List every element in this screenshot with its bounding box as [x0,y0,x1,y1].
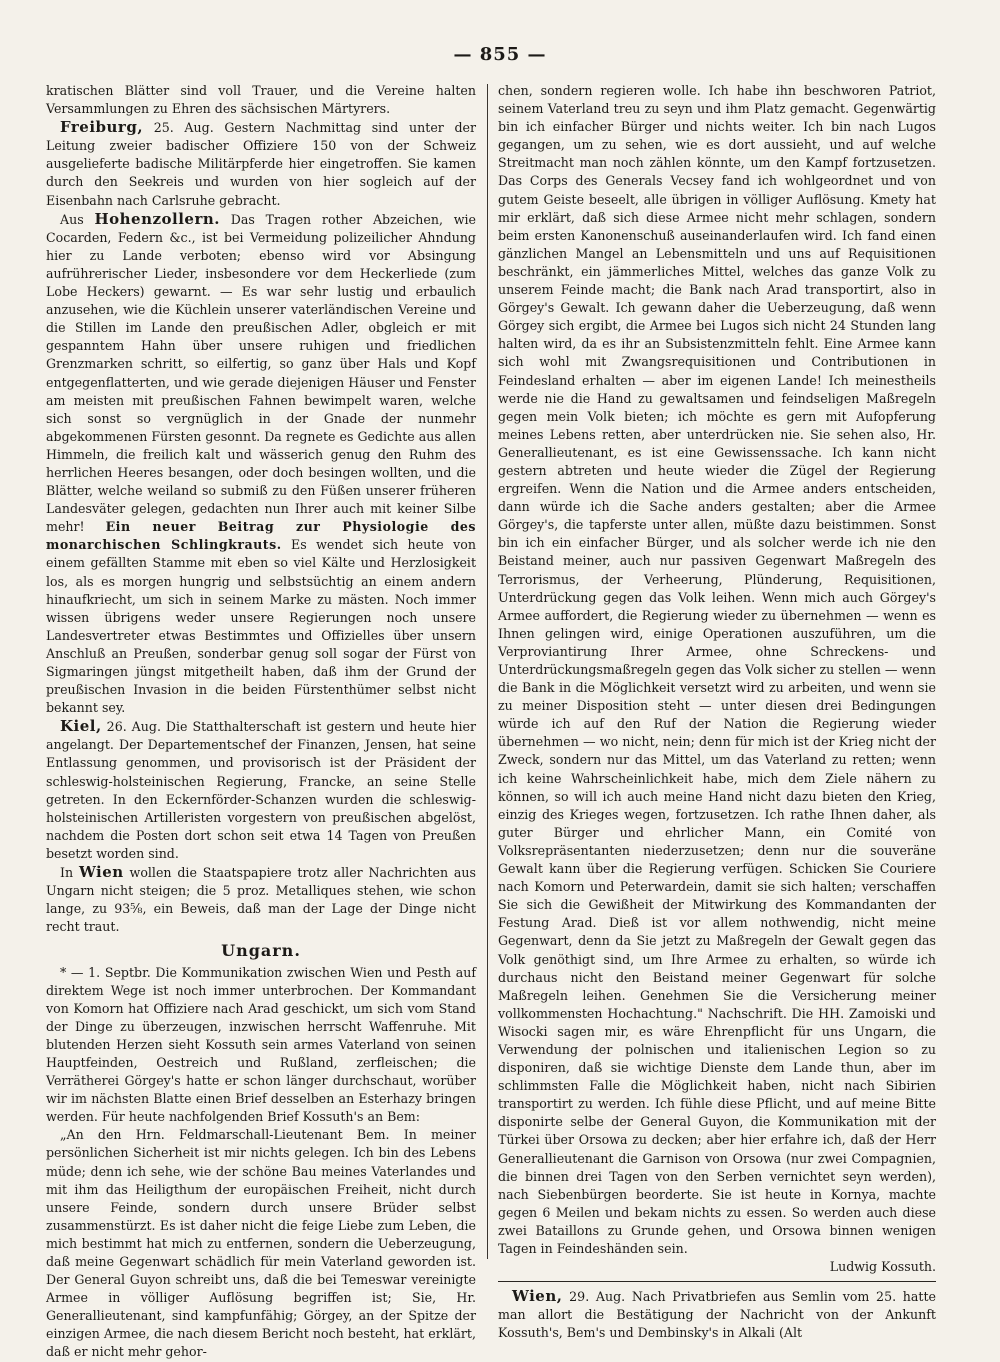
article-text: 29. Aug. Nach Privatbriefen aus Semlin vom 25. hatte man allort die Bestätigung der Nachricht von der Ankunft Kossuth's, Bem's und Dembinsky's in Alkali (Alt [498,1289,936,1341]
letter-continuation: chen, sondern regieren wolle. Ich habe ihn beschworen Patriot, seinem Vaterland treu zu seyn und ihm Platz gemacht. Gegenwärtig bin ich einfacher Bürger und nichts weiter. Ich bin nach Lugos gegangen, um zu sehen, wie es dort aussieht, und auf welche Streitmacht man noch zählen könnte, um den Kampf fortzusetzen. Das Corps des Generals Vecsey fand ich wohlgeordnet und von gutem Geiste beseelt, alle übrigen in völliger Auflösung. Kmety hat mir erklärt, daß sich diese Armee nicht mehr schlagen, sondern beim ersten Kanonenschuß auseinanderlaufen wird. Ich fand einen gänzlichen Mangel an Lebensmitteln und uns auf Requisitionen beschränkt, ein jämmerliches Mittel, welches das ganze Volk zu unserem Feinde macht; die Bank nach Arad transportirt, also in Görgey's Gewalt. Ich gewann daher die Ueberzeugung, daß wenn Görgey sich ergibt, die Armee bei Lugos sich nicht 24 Stunden lang halten wird, da es ihr an Subsistenzmitteln fehlt. Eine Armee kann sich wohl mit Zwangsrequisitionen und Contributionen in Feindesland erhalten — aber im eigenen Lande! Ich meinestheils werde nie die Hand zu gewaltsamen und feindseligen Maßregeln gegen mein Volk bieten; ich möchte es gern mit Aufopferung meines Lebens retten, aber unterdrücken nie. Sie sehen also, Hr. Generallieutenant, es ist eine Gewissenssache. Ich kann nicht gestern abtreten und heute wieder die Zügel der Regierung ergreifen. Wenn die Nation und die Armee anders entscheiden, dann würde ich die Sache anders gestalten; aber die Armee Görgey's, die tapferste unter allen, müßte dazu beistimmen. Sonst bin ich ein einfacher Bürger, und als solcher werde ich nie den Beistand meiner, auch nur passiven Gegenwart Maßregeln des Terrorismus, der Verheerung, Plünderung, Requisitionen, Unterdrückung gegen das Volk leihen. Wenn mich auch Görgey's Armee auffordert, die Regierung wieder zu übernehmen — wenn es Ihnen gelingen wird, einige Operationen auszuführen, um die Verproviantirung Ihrer Armee, ohne Schreckens- und Unterdrückungsmaßregeln gegen das Volk sicher zu stellen — wenn die Bank in die Möglichkeit versetzt wird zu arbeiten, und wenn sie zu meiner Disposition steht — unter diesen drei Bedingungen würde ich auf den Ruf der Nation die Regierung wieder übernehmen — wo nicht, nein; denn für mich ist der Krieg nicht der Zweck, sondern nur das Mittel, um das Vaterland zu retten; wenn ich keine Wahrscheinlichkeit habe, mich dem Ziele nähern zu können, so will ich auch meine Hand nicht dazu bieten den Krieg, einzig des Krieges wegen, fortzusetzen. Ich rathe Ihnen daher, als guter Bürger und ehrlicher Mann, ein Comité von Volksrepräsentanten niederzusetzen; denn nur die souveräne Gewalt kann über die Regierung verfügen. Schicken Sie Couriere nach Komorn und Peterwardein, damit sie sich halten; verschaffen Sie sich die Gewißheit der Mitwirkung des Kommandanten der Festung Arad. Dieß ist vor allem nothwendig, nicht meine Gegenwart, denn da Sie jetzt zu Maßregeln der Gewalt gegen das Volk genöthigt sind, um Ihre Armee zu erhalten, so würde ich durchaus nicht den Beistand meiner Gegenwart für solche Maßregeln leihen. Genehmen Sie die Versicherung meiner vollkommensten Hochachtung." Nachschrift. Die HH. Zamoiski und Wisocki sagen mir, es wäre Ehrenpflicht für uns Ungarn, die Verwendung der polnischen und italienischen Legion so zu disponiren, daß sie wichtige Dienste dem Lande thun, aber im schlimmsten Falle die Möglichkeit haben, nicht nach Sibirien transportirt zu werden. Ich fühle diese Pflicht, und auf meine Bitte disponirte selbe der General Guyon, die Kommunikation mit der Türkei über Orsowa zu decken; aber hier erfahre ich, daß der Herr Generallieutenant die Garnison von Orsowa (nur zwei Compagnien, die binnen drei Tagen von den Serben vernichtet seyn werden), nach Siebenbürgen beorderte. Sie ist heute in Kornya, machte gegen 6 Meilen und bekam nichts zu essen. So werden auch diese zwei Bataillons zu Grunde gehen, und Orsowa binnen wenigen Tagen in Feindeshänden sein. [498,83,936,1256]
article-text: In [60,865,79,881]
article-text: wollen die Staatspapiere trotz aller Nachrichten aus Ungarn nicht steigen; die 5 proz. Metalliques stehen, wie schon lange, zu 93⅝, ein Beweis, daß man der Lage der Dinge nicht recht traut. [46,865,477,935]
article-text: Das Tragen rother Abzeichen, wie Cocarden, Federn &c., ist bei Vermeidung polizeilicher Ahndung hier zu Lande verboten; ebenso wird vor Absingung aufrührerischer Lieder, insbesondere vor dem Heckerliede (zum Lobe Heckers) gewarnt. — Es war sehr lustig und erbaulich anzusehen, wie die Küchlein unserer vaterländischen Vereine und die Stillen im Lande den preußischen Adler, obgleich er mit gespanntem Hahn über unsere ruhigen und friedlichen Grenzmarken schritt, so eilfertig, so ganz über Hals und Kopf entgegenflatterten, und wie gerade diejenigen Häuser und Fenster am meisten mit preußischen Fahnen bewimpelt waren, welche sich sonst so vergnüglich in der Gnade der nunmehr abgekommenen Fürsten gesonnt. Da regnete es Gedichte aus allen Himmeln, die freilich kalt und wässerich genug den Ruhm des herrlichen Heeres besangen, oder doch besingen wollten, und die Blätter, welche weiland so submiß zu den Füßen unserer früheren Landesväter gelegen, gedachten nun Ihrer auch mit keiner Silbe mehr! [46,211,477,535]
letter-text: „An den Hrn. Feldmarschall-Lieutenant Bem. In meiner persönlichen Sicherheit ist mir nichts gelegen. Ich bin des Lebens müde; denn ich sehe, wie der schöne Bau meines Vaterlandes und mit ihm das Heiligthum der europäischen Freiheit, nicht durch unsere Feinde, sondern durch unsere Brüder selbst zusammenstürzt. Es ist daher nicht die feige Liebe zum Leben, die mich bestimmt hat mich zu entfernen, sondern die Ueberzeugung, daß meine Gegenwart schädlich für mein Vaterland geworden ist. Der General Guyon schreibt uns, daß die bei Temeswar vereinigte Armee in völliger Auflösung begriffen ist; Sie, Hr. Generallieutenant, sind kampfunfähig; Görgey, an der Spitze der einzigen Armee, die nach diesem Bericht noch besteht, hat erklärt, daß er nicht mehr gehor- [46,1127,476,1360]
right-column [498,82,936,1341]
page-number: — 855 — [453,44,547,65]
article-wien-2 [498,1287,936,1342]
section-heading: Ungarn. [221,941,301,961]
article-ungarn: * — 1. Septbr. Die Kommunikation zwischen Wien und Pesth auf direktem Wege ist noch immer unterbrochen. Der Kommandant von Komorn hat Offiziere nach Arad geschickt, um sich vom Stand der Dinge zu überzeugen, inzwischen herrscht Waffenruhe. Mit blutenden Herzen sieht Kossuth sein armes Vaterland von seinen Hauptfeinden, Oestreich und Rußland, zerfleischen; die Verrätherei Görgey's hatte er schon länger durchschaut, worüber wir im nächsten Blatte einen Brief desselben an Esterhazy bringen werden. Für heute nachfolgenden Brief Kossuth's an Bem: [46,964,476,1125]
dateline-place: Kiel, [60,717,102,736]
article-paragraph: kratischen Blätter sind voll Trauer, und die Vereine halten Versammlungen zu Ehren des sächsischen Märtyrers. [46,83,476,117]
article-kiel [46,717,476,863]
left-column [46,82,477,1360]
emphasized-text: Ein neuer Beitrag zur Physiologie des monarchischen Schlingkrauts. [46,519,477,553]
dateline-place: Hohenzollern. [94,209,220,228]
article-text: Es wendet sich heute von einem gefällten Stamme mit eben so viel Kälte und Herzlosigkeit los, als es morgen hungrig und selbstsüchtig an einem andern hinaufkriecht, um sich in seinem Marke zu mästen. Noch immer wissen übrigens weder unsere Regierungen noch unsere Landesvertreter etwas Bestimmtes und Offizielles über unsern Anschluß an Preußen, sonderbar genug soll sogar der Fürst von Sigmaringen jüngst mitgetheilt haben, daß ihm der Grund der preußischen Invasion in die beiden Fürstenthümer selbst nicht bekannt sey. [46,537,476,716]
dateline-place: Freiburg, [60,118,144,137]
dateline-place: Wien, [512,1287,563,1306]
divider-line [498,1281,936,1282]
article-text: 26. Aug. Die Statthalterschaft ist gestern und heute hier angelangt. Der Departementschef der Finanzen, Jensen, hat seine Entlassung genommen, und provisorisch ist der Präsident der schleswig-holsteinischen Regierung, Francke, an seine Stelle getreten. In den Eckernförder-Schanzen wurden die schleswig-holsteinischen Artilleristen vorgestern von preußischen abgelöst, nachdem die Posten dort schon seit etwa 14 Tagen von Preußen besetzt worden sind. [46,719,476,861]
column-divider [487,84,488,1259]
article-freiburg [46,118,476,209]
article-wien [46,863,476,936]
article-text: 25. Aug. Gestern Nachmittag sind unter der Leitung zweier badischer Offiziere 150 von der Schweiz ausgelieferte badische Militärpferde hier eingetroffen. Sie kamen durch den Seekreis und wurden von hier sogleich auf der Eisenbahn nach Carlsruhe gebracht. [46,120,476,208]
letter-signature: Ludwig Kossuth. [829,1259,936,1275]
dateline-place: Wien [78,863,124,882]
article-text: Aus [60,211,95,227]
article-hohenzollern [46,210,476,718]
